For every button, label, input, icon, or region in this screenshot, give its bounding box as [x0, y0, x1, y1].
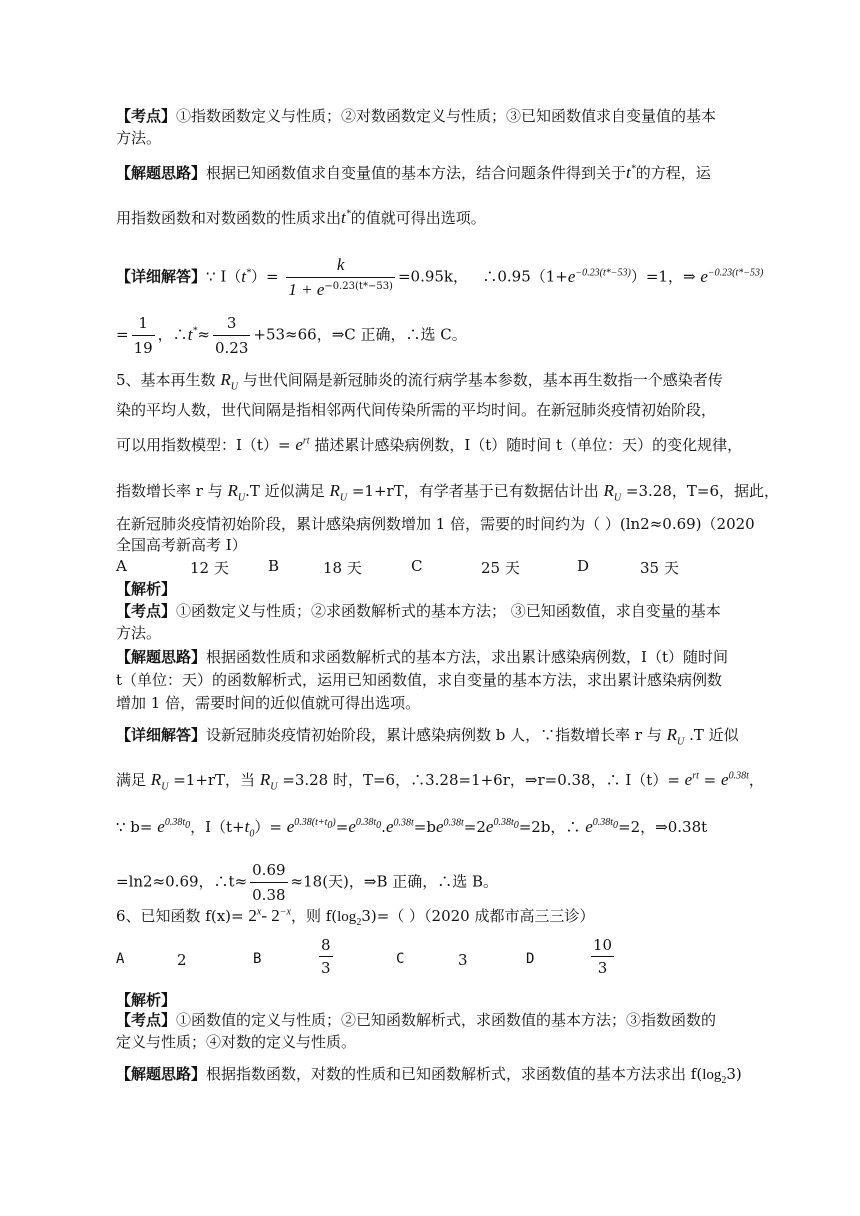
math-R: R: [259, 770, 271, 789]
math-t: t: [626, 163, 631, 182]
text: =b: [413, 818, 436, 836]
text: 设新冠肺炎疫情初始阶段，累计感染病例数 b 人，∵指数增长率 r 与: [206, 726, 662, 744]
q5-kaodian-line-2: [116, 623, 161, 643]
option-c-value: 3: [458, 951, 468, 969]
text: 可以用指数模型：I（t）=: [116, 436, 291, 454]
fraction-num: 8: [321, 936, 331, 954]
fraction-den: [286, 277, 395, 300]
option-c-letter: C: [396, 951, 405, 967]
math-e: e: [721, 770, 729, 789]
fraction-den: 3: [319, 956, 333, 977]
math: [248, 906, 291, 925]
math-star: *: [192, 324, 198, 336]
text: ∵ I（: [206, 267, 242, 286]
math-exp: 0.38t: [443, 817, 464, 829]
fraction-den: 0.38: [250, 882, 287, 905]
math-exp: rt: [692, 770, 699, 782]
kaodian-text: 方法。: [116, 129, 162, 147]
math-e: e: [700, 266, 708, 286]
math-R: R: [150, 770, 162, 789]
text: 全国高考新高考 I）: [116, 536, 247, 554]
math: [386, 817, 414, 836]
kaodian-label: 【考点】: [116, 107, 177, 125]
text: ）=: [254, 818, 282, 836]
math: [348, 817, 381, 836]
q5-xiangxi-line-2: 满足 $R_U =1+rT$，当 $R_U =3.28$ 时，T=6，∴3.28=1+6r，⇒r=0.38，∴ $I(t)= e^{rt} = e^{0.38t}$，: [116, 770, 764, 793]
math-RU: [603, 481, 622, 504]
log-base: 2: [721, 1075, 727, 1086]
math: [568, 267, 631, 286]
text: =ln2≈0.69，∴t≈: [116, 872, 248, 891]
math-RU: [220, 370, 238, 393]
math-e: e: [567, 266, 576, 286]
silu-text: 的值就可得出选项。: [350, 209, 486, 227]
text: =: [703, 771, 717, 789]
s1-silu-line-2: [116, 208, 486, 228]
text: 在新冠肺炎疫情初始阶段，累计感染病例数增加 1 倍，需要的时间约为（ ）(ln2≈0.69)（2020: [116, 515, 755, 533]
fraction-den: 0.23: [213, 335, 250, 358]
fraction: [286, 255, 395, 300]
exp-text: 0.38t: [592, 817, 614, 829]
exp-text: 0.38t: [493, 817, 514, 829]
exp-sub: 0: [376, 820, 382, 832]
text: +53≈66，⇒C 正确，∴选 C。: [253, 325, 467, 344]
q6-kaodian-line-1: [116, 1010, 716, 1030]
math-exp: [164, 817, 191, 832]
option-b-value: 18 天: [323, 559, 362, 577]
text: ）=: [251, 267, 279, 286]
math-tstar: [341, 208, 351, 227]
q5-xiangxi-line-3: [116, 817, 708, 840]
math-R: R: [666, 725, 678, 744]
option-b-letter: B: [268, 557, 280, 575]
silu-text: 的方程，运: [635, 164, 711, 182]
text: =2: [463, 818, 486, 836]
silu-label: 【解题思路】: [116, 648, 207, 666]
math-exp: [592, 817, 619, 832]
fraction-den: 3: [591, 956, 614, 977]
option-a-letter: A: [116, 951, 125, 967]
s1-silu-line-1: [116, 163, 711, 183]
text: 3): [726, 1065, 742, 1083]
option-a-value: 2: [177, 951, 187, 969]
text: .T 近似满足: [245, 482, 325, 500]
math-R: R: [220, 370, 231, 389]
math: [700, 267, 763, 286]
xiangxi-label: 【详细解答】: [116, 726, 207, 744]
math-U: U: [230, 381, 238, 393]
math-e: e: [485, 817, 494, 836]
log-text: log: [337, 909, 357, 925]
q5-stem-line-1: [116, 370, 723, 393]
math-e: e: [348, 817, 356, 836]
math-t: t: [244, 817, 250, 836]
exp-sub: 0: [327, 820, 333, 832]
option-b-letter: B: [253, 951, 262, 967]
math: [287, 817, 336, 836]
math-RU: [329, 481, 348, 504]
s1-kaodian-line-2: [116, 128, 161, 148]
math-RU: [666, 725, 685, 748]
math: [157, 817, 190, 836]
math-log: [337, 909, 362, 928]
math: [295, 435, 309, 454]
silu-text: 用指数函数和对数函数的性质求出: [116, 209, 342, 227]
q6-stem: [116, 906, 595, 927]
math-e: e: [157, 817, 165, 836]
q5-stem-line-2: [116, 400, 716, 420]
math-exp: −0.23(t*−53): [575, 266, 631, 278]
math-minus-2: - 2: [261, 906, 280, 925]
s1-xiangxi-line-2: = $\frac{1}{19}$ ，∴t*≈ $\frac{3}{0.23}$ +53≈66，⇒C 正确，∴选 C。: [116, 314, 467, 357]
math: [585, 817, 618, 836]
text: =2，⇒0.38t: [618, 818, 708, 836]
q5-stem-line-4: [116, 481, 779, 504]
math-RU: [150, 770, 169, 793]
math-star: *: [345, 208, 351, 220]
text: 根据函数性质和求函数解析式的基本方法，求出累计感染病例数，I（t）随时间: [206, 648, 728, 666]
text: .T 近似: [689, 726, 739, 744]
option-b-fraction: [319, 936, 333, 977]
math: [486, 817, 519, 836]
math-RU: [227, 481, 246, 504]
text: 增加 1 倍，需要时间的近似值就可得出选项。: [116, 694, 421, 712]
math-exp: −0.23(t*−53): [707, 266, 764, 278]
option-d-letter: D: [526, 951, 535, 967]
fraction-den: 19: [132, 335, 155, 358]
math-U: U: [339, 492, 348, 504]
math-e: e: [684, 770, 693, 789]
option-d-value: 35 天: [640, 559, 679, 577]
exp-text: 0.38t: [164, 817, 186, 829]
log-base: 2: [356, 917, 362, 928]
text: 指数增长率 r 与: [116, 482, 223, 500]
text: ，I（t+: [190, 818, 245, 836]
text: ）=1，⇒: [630, 267, 696, 286]
silu-text: 根据已知函数值求自变量值的基本方法，结合问题条件得到关于: [206, 164, 627, 182]
text: 方法。: [116, 624, 162, 642]
option-d-fraction: [591, 936, 614, 977]
math-U: U: [270, 781, 278, 793]
math-exp: −x: [279, 906, 291, 918]
math-tstar: [241, 267, 251, 286]
fraction: [132, 313, 155, 358]
q5-jiexi-label: 【解析】: [116, 580, 177, 598]
exp-sub: 0: [513, 820, 519, 832]
text: 6、已知函数 f(x)=: [116, 907, 244, 925]
math-exp: [493, 817, 519, 832]
exp-text: 0.38t: [355, 817, 377, 829]
text: =1+rT，当: [173, 771, 256, 789]
text: =3.28，T=6，据此，: [625, 482, 779, 500]
q5-silu-line-2: [116, 670, 722, 690]
math: [721, 770, 749, 789]
fraction-num: 3: [226, 314, 237, 332]
fraction: [213, 313, 250, 358]
q5-stem-line-5: [116, 514, 755, 534]
text: 描述累计感染病例数，I（t）随时间 t（单位：天）的变化规律，: [314, 436, 743, 454]
s1-kaodian-line-1: [116, 106, 716, 126]
log-text: log: [702, 1067, 722, 1083]
text: 3)=（ ）（2020 成都市高三三诊）: [361, 907, 595, 925]
math-e: e: [286, 817, 295, 836]
text: ，∴: [157, 325, 188, 344]
math: 1 + e: [288, 280, 325, 299]
text: =0.95k，: [397, 267, 469, 286]
text: ∴0.95（1+: [482, 267, 568, 286]
math: [436, 817, 464, 836]
text: 定义与性质；④对数的定义与性质。: [116, 1033, 357, 1051]
s1-xiangxi-line-1: [116, 255, 763, 300]
math-log: [702, 1067, 727, 1086]
fraction-num: k: [336, 255, 345, 274]
q5-stem-line-3: [116, 435, 742, 455]
math-star: *: [246, 266, 251, 278]
math-U: U: [613, 492, 622, 504]
xiangxi-label: 【详细解答】: [116, 267, 207, 286]
text: =1+rT，有学者基于已有数据估计出: [351, 482, 599, 500]
exp-text: 0.38(t+t: [294, 817, 328, 829]
text: t（单位：天）的函数解析式，运用已知函数值，求自变量的基本方法，求出累计感染病例数: [116, 671, 723, 689]
math-e: e: [295, 435, 303, 454]
text: =3.28 时，T=6，∴3.28=1+6r，⇒r=0.38，∴ I（t）=: [282, 771, 680, 789]
q5-xiangxi-line-4: [116, 860, 498, 905]
math-tstar: [626, 163, 636, 182]
exp-sub: 0: [185, 820, 191, 832]
math-e: e: [585, 817, 593, 836]
text: 根据指数函数，对数的性质和已知函数解析式，求函数值的基本方法求出 f(: [206, 1065, 703, 1083]
math-R: R: [603, 481, 614, 500]
text: 与世代间隔是新冠肺炎的流行病学基本参数，基本再生数指一个感染者传: [242, 371, 723, 389]
text: 满足: [116, 771, 147, 789]
fraction-num: 10: [593, 936, 613, 954]
text: ≈18(天)，⇒B 正确，∴选 B。: [290, 872, 499, 891]
exp-sub: 0: [613, 820, 619, 832]
math-tstar: [188, 325, 198, 344]
text: 5、基本再生数: [116, 371, 216, 389]
text: .: [381, 818, 386, 836]
silu-label: 【解题思路】: [116, 1065, 207, 1083]
math-U: U: [677, 736, 685, 748]
q5-xiangxi-line-1: [116, 725, 739, 748]
math-U: U: [161, 781, 169, 793]
math-exp: −0.23(t*−53): [324, 281, 393, 292]
text: =: [335, 818, 349, 836]
q6-jiexi-label: 【解析】: [116, 991, 177, 1009]
math-t: t: [241, 266, 246, 286]
math-t0: [244, 817, 255, 840]
math: [685, 770, 699, 789]
option-a-value: 12 天: [190, 559, 229, 577]
q5-silu-line-1: [116, 647, 728, 667]
q5-silu-line-3: [116, 693, 420, 713]
math-R: R: [329, 481, 340, 500]
math-exp: x: [256, 906, 262, 918]
math-2: 2: [248, 906, 257, 925]
q5-stem-line-6: [116, 535, 247, 555]
math-exp: 0.38t: [393, 817, 414, 829]
option-c-value: 25 天: [481, 559, 520, 577]
math-U: U: [237, 492, 246, 504]
option-c-letter: C: [411, 557, 423, 575]
math-t: t: [341, 208, 346, 227]
text: ①函数定义与性质；②求函数解析式的基本方法； ③已知函数值，求自变量的基本: [176, 602, 721, 620]
kaodian-label: 【考点】: [116, 602, 177, 620]
math-sub: 0: [249, 828, 255, 840]
math-R: R: [227, 481, 238, 500]
q5-kaodian-line-1: [116, 601, 721, 621]
math-exp: [355, 817, 382, 832]
silu-label: 【解题思路】: [116, 164, 207, 182]
text: ≈: [197, 325, 210, 344]
math-exp: 0.38(t+t0): [294, 817, 336, 832]
math-e: e: [435, 817, 444, 836]
fraction: [250, 860, 287, 905]
fraction-num: 0.69: [252, 861, 286, 879]
q6-silu-line-1: [116, 1064, 742, 1085]
text: 染的平均人数，世代间隔是指相邻两代间传染所需的平均时间。在新冠肺炎疫情初始阶段，: [116, 401, 717, 419]
q6-kaodian-line-2: [116, 1032, 356, 1052]
text: ∵ b=: [116, 818, 153, 836]
option-d-letter: D: [577, 557, 590, 575]
text: ，则 f(: [290, 907, 338, 925]
fraction-num: 1: [138, 314, 148, 332]
option-a-letter: A: [116, 557, 127, 575]
text: =2b，∴: [518, 818, 581, 836]
kaodian-text: ①指数函数定义与性质；②对数函数定义与性质；③已知函数值求自变量值的基本: [176, 107, 717, 125]
math-exp: 0.38t: [728, 770, 749, 782]
math-star: *: [630, 163, 636, 175]
math-e: e: [385, 817, 394, 836]
math-RU: [259, 770, 278, 793]
text: ①函数值的定义与性质；②已知函数解析式，求函数值的基本方法；③指数函数的: [176, 1011, 717, 1029]
math-t: t: [187, 324, 193, 344]
kaodian-label: 【考点】: [116, 1011, 177, 1029]
math-exp: rt: [302, 435, 310, 447]
